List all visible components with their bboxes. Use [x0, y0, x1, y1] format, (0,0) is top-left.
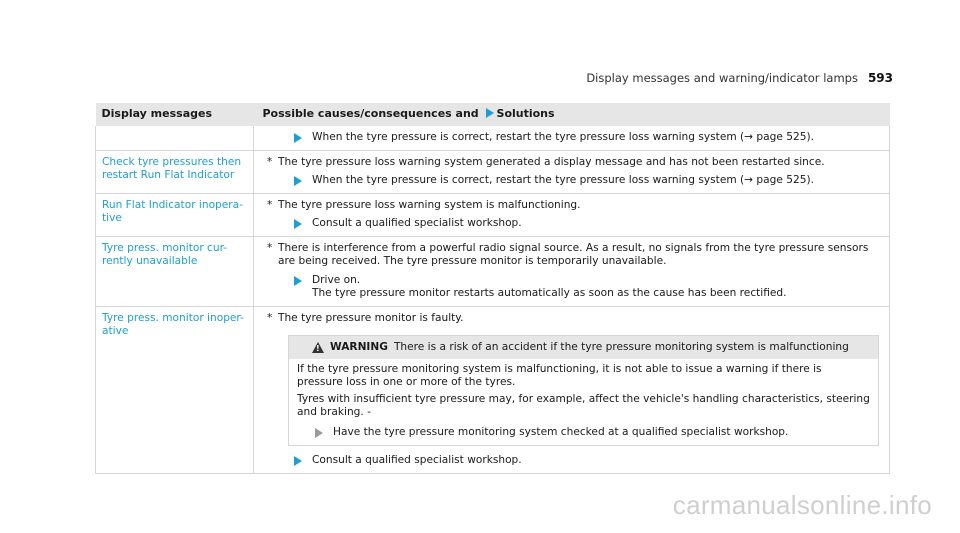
table-row: [96, 306, 890, 473]
asterisk: *: [267, 241, 273, 254]
warning-paragraph: If the tyre pressure monitoring system is malfunctioning, it is not able to issue a warning if there is pressure loss in one or more of the tyres.: [297, 362, 822, 388]
table-row: [96, 193, 890, 236]
solution-step: [260, 217, 883, 231]
solution-step: [260, 274, 883, 301]
asterisk: *: [267, 198, 273, 211]
table-header-row: [96, 103, 890, 126]
asterisk: *: [267, 311, 273, 324]
display-messages-table: [95, 103, 890, 474]
warning-triangle-icon: !: [312, 342, 324, 353]
step-line: The tyre pressure monitor restarts automatically as soon as the cause has been rectified.: [312, 287, 787, 299]
arrow-right-icon: [294, 133, 302, 143]
page-number: 593: [867, 71, 893, 85]
page-header-title: Display messages and warning/indicator lamps: [586, 71, 858, 85]
watermark: carmanualsonline.info: [672, 490, 932, 520]
cause-body: The tyre pressure loss warning system is malfunctioning.: [278, 198, 581, 211]
cause-text: [260, 242, 883, 269]
asterisk: *: [267, 155, 273, 168]
step-line: Drive on.: [312, 273, 361, 286]
solution-cell: [254, 150, 890, 193]
cause-body: The tyre pressure loss warning system generated a display message and has not been restarted since.: [278, 155, 825, 168]
warning-step: [297, 426, 870, 440]
display-message: Tyre press. monitor inoper-ative: [102, 311, 244, 337]
col-header-solutions: [254, 103, 890, 126]
message-cell: [96, 306, 254, 473]
cause-text: [260, 199, 883, 213]
col-header-suffix: Solutions: [496, 107, 555, 120]
warning-body: [289, 359, 878, 446]
arrow-right-icon: [294, 176, 302, 186]
col-header-messages: Display messages: [96, 103, 254, 126]
table-row: [96, 236, 890, 306]
solution-step: [260, 174, 883, 188]
display-message: Run Flat Indicator inopera-tive: [102, 198, 243, 224]
message-cell: [96, 236, 254, 306]
solution-step: [260, 131, 883, 145]
solution-cell: [254, 126, 890, 150]
solution-step: [260, 454, 883, 468]
cause-body: The tyre pressure monitor is faulty.: [278, 311, 464, 324]
step-text: When the tyre pressure is correct, restart the tyre pressure loss warning system (→ page 525).: [312, 131, 814, 143]
step-text: Have the tyre pressure monitoring system checked at a qualified specialist workshop.: [333, 425, 789, 438]
cause-text: [260, 156, 883, 170]
page-header: [586, 71, 893, 85]
message-cell: [96, 126, 254, 150]
warning-title: There is a risk of an accident if the tyre pressure monitoring system is malfunctioning: [393, 341, 849, 353]
warning-paragraph: Tyres with insufficient tyre pressure may, for example, affect the vehicle's handling characteristics, steering and braking. -: [297, 392, 870, 418]
arrow-right-icon: [294, 456, 302, 466]
cause-text: [260, 312, 883, 326]
table-row: [96, 150, 890, 193]
step-text: [312, 274, 787, 301]
step-text: When the tyre pressure is correct, restart the tyre pressure loss warning system (→ page 525).: [312, 174, 814, 186]
solution-cell: [254, 236, 890, 306]
table-row: [96, 126, 890, 150]
display-message: Check tyre pressures then restart Run Flat Indicator: [102, 155, 242, 181]
warning-header: [289, 336, 878, 359]
warning-label: WARNING: [330, 341, 388, 353]
step-text: Consult a qualified specialist workshop.: [312, 217, 522, 229]
solution-cell: [254, 193, 890, 236]
display-message: Tyre press. monitor cur-rently unavailable: [102, 241, 228, 267]
warning-box: [288, 335, 879, 446]
arrow-right-icon: [294, 219, 302, 229]
message-cell: [96, 193, 254, 236]
step-text: Consult a qualified specialist workshop.: [312, 454, 522, 466]
arrow-right-icon: [486, 108, 494, 118]
col-header-prefix: Possible causes/consequences and: [262, 107, 479, 120]
cause-body: There is interference from a powerful radio signal source. As a result, no signals from the tyre pressure sensors are being received. The tyre pressure monitor is temporarily unavailable.: [278, 241, 869, 267]
arrow-right-icon: [294, 276, 302, 286]
message-cell: [96, 150, 254, 193]
arrow-right-icon: [315, 428, 323, 438]
solution-cell: [254, 306, 890, 473]
